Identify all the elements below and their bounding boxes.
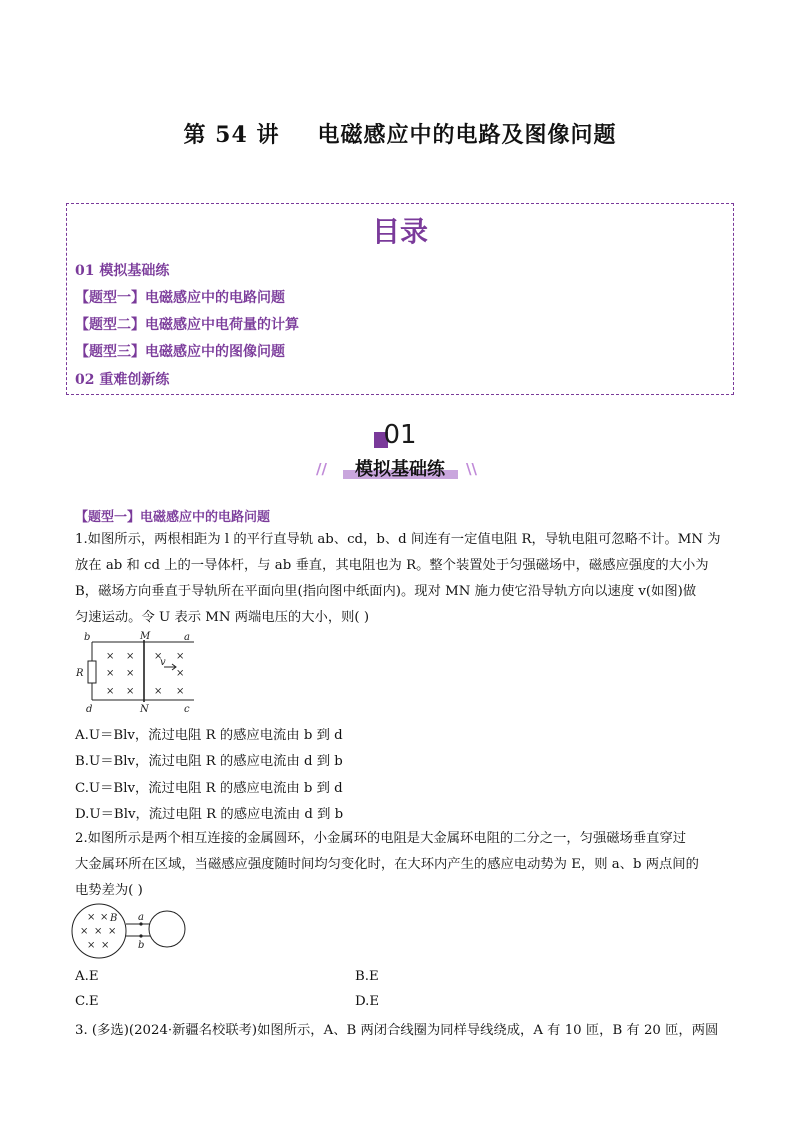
svg-text:×: × — [154, 651, 163, 662]
q1-label-a: a — [184, 632, 190, 643]
svg-text:×: × — [106, 651, 115, 662]
page-title — [0, 118, 800, 149]
svg-text:×: × — [176, 651, 185, 662]
svg-text:×: × — [87, 940, 96, 951]
q1-option-a[interactable]: A.U＝Blv，流过电阻 R 的感应电流由 b 到 d — [75, 728, 343, 743]
q1-option-b[interactable]: B.U＝Blv，流过电阻 R 的感应电流由 d 到 b — [75, 754, 343, 769]
svg-text:×: × — [106, 686, 115, 697]
svg-text:×: × — [87, 912, 96, 923]
q2-stem — [75, 826, 731, 904]
q1-label-N: N — [140, 704, 149, 715]
q2-line: 大金属环所在区域，当磁感应强度随时间均匀变化时，在大环内产生的感应电动势为 E，则 a、b 两点间的 — [75, 857, 699, 872]
toc-item[interactable]: 01 模拟基础练 — [75, 263, 170, 279]
q1-line: 放在 ab 和 cd 上的一导体杆，与 ab 垂直，其电阻也为 R。整个装置处于匀强磁场中，磁感应强度的大小为 — [75, 558, 709, 573]
q1-line: 1.如图所示，两根相距为 l 的平行直导轨 ab、cd，b、d 间连有一定值电阻 R，导轨电阻可忽略不计。MN 为 — [75, 532, 721, 547]
q2-option-d[interactable]: D.E — [355, 994, 380, 1009]
svg-text:×: × — [126, 668, 135, 679]
svg-text:×: × — [154, 686, 163, 697]
q1-label-R: R — [76, 668, 84, 679]
toc-heading: 目录 — [371, 215, 428, 248]
q2-line: 电势差为( ) — [75, 883, 143, 898]
q1-label-M: M — [140, 631, 151, 642]
q1-label-b: b — [84, 632, 91, 643]
toc-box — [66, 203, 734, 395]
q1-option-c[interactable]: C.U＝Blv，流过电阻 R 的感应电流由 b 到 d — [75, 781, 343, 796]
svg-text:×: × — [100, 912, 109, 923]
q2-label-b: b — [138, 940, 145, 951]
decor-slash-right: \\ — [466, 460, 477, 478]
toc-item[interactable]: 【题型三】电磁感应中的图像问题 — [75, 344, 285, 360]
svg-text:×: × — [176, 686, 185, 697]
svg-text:×: × — [176, 668, 185, 679]
section-title: 模拟基础练 — [355, 459, 445, 480]
q2-label-B: B — [110, 913, 118, 924]
q1-label-d: d — [86, 704, 93, 715]
q2-label-a: a — [138, 912, 144, 923]
svg-text:×: × — [126, 651, 135, 662]
decor-slash-left: // — [316, 460, 327, 478]
svg-text:×: × — [94, 926, 103, 937]
q1-label-v: v — [160, 657, 166, 668]
q1-stem — [75, 527, 731, 631]
q2-option-a[interactable]: A.E — [75, 969, 99, 984]
q1-label-c: c — [184, 704, 190, 715]
q2-option-c[interactable]: C.E — [75, 994, 99, 1009]
toc-item[interactable]: 02 重难创新练 — [75, 372, 170, 388]
q3-line: 3. (多选)(2024·新疆名校联考)如图所示，A、B 两闭合线圈为同样导线绕成，A 有 10 匝，B 有 20 匝，两圆 — [75, 1023, 719, 1038]
q2-rings-figure — [70, 900, 190, 962]
toc-item[interactable]: 【题型二】电磁感应中电荷量的计算 — [75, 317, 299, 333]
q2-line: 2.如图所示是两个相互连接的金属圆环，小金属环的电阻是大金属环电阻的二分之一，匀强磁场垂直穿过 — [75, 831, 687, 846]
q1-option-d[interactable]: D.U＝Blv，流过电阻 R 的感应电流由 d 到 b — [75, 807, 344, 822]
q1-line: B，磁场方向垂直于导轨所在平面向里(指向图中纸面内)。现对 MN 施力使它沿导轨方向以速度 v(如图)做 — [75, 584, 697, 599]
lecture-topic: 电磁感应中的电路及图像问题 — [317, 122, 617, 148]
lecture-number: 第 54 讲 — [183, 122, 280, 148]
svg-text:×: × — [106, 668, 115, 679]
q1-line: 匀速运动。令 U 表示 MN 两端电压的大小，则( ) — [75, 610, 370, 625]
svg-text:×: × — [108, 926, 117, 937]
q2-option-b[interactable]: B.E — [355, 969, 379, 984]
q1-circuit-figure — [72, 630, 212, 718]
svg-text:×: × — [80, 926, 89, 937]
question-type-heading: 【题型一】电磁感应中的电路问题 — [75, 510, 271, 525]
section-number: 01 — [383, 420, 417, 450]
svg-text:×: × — [101, 940, 110, 951]
toc-item[interactable]: 【题型一】电磁感应中的电路问题 — [75, 290, 285, 306]
svg-text:×: × — [126, 686, 135, 697]
